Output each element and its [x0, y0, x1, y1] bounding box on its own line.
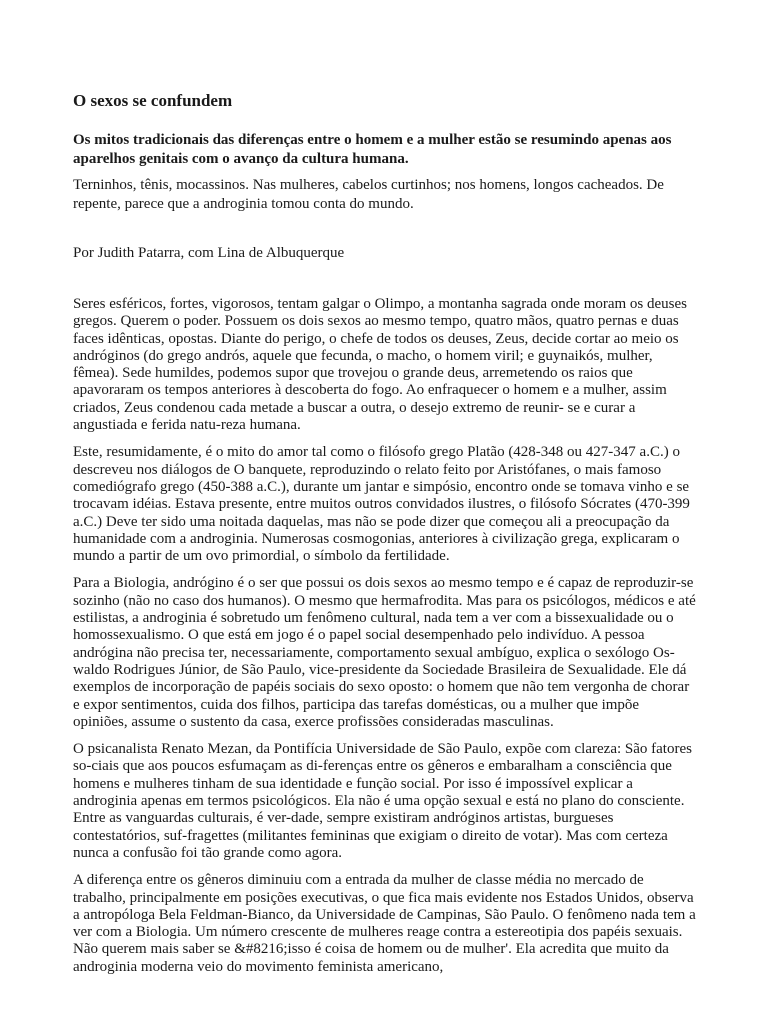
body-paragraph: Este, resumidamente, é o mito do amor tal como o filósofo grego Platão (428-348 ou 427-347 a.C.) o descreveu nos diálogos de O banquete, reproduzindo o relato feito por Aristófanes, o mais famoso comediógrafo grego (450-388 a.C.), durante um jantar e simpósio, encontro onde se tomava vinho e se trocavam idéias. Estava presente, entre muitos outros convidados ilustres, o filósofo Sócrates (470-399 a.C.) Deve ter sido uma noitada daquelas, mas não se pode dizer que começou ali a preocupação da humanidade com a androginia. Numerosas cosmogonias, anteriores à civilização grega, explicaram o mundo a partir de um ovo primordial, o símbolo da fertilidade. — [73, 444, 690, 565]
body-paragraph: A diferença entre os gêneros diminuiu com a entrada da mulher de classe média no mercado de trabalho, principalmente em posições executivas, o que fica mais evidente nos Estados Unidos, observa a antropóloga Bela Feldman-Bianco, da Universidade de Campinas, São Paulo. O fenômeno nada tem a ver com a Biologia. Um número crescente de mulheres reage contra a estereotipia dos papéis sexuais. Não querem mais saber se &#8216;isso é coisa de homem ou de mulher'. Ela acredita que muito da androginia moderna veio do movimento feminista americano, — [73, 872, 696, 975]
article-byline: Por Judith Patarra, com Lina de Albuquerque — [73, 245, 345, 261]
article-lead: Os mitos tradicionais das diferenças entre o homem e a mulher estão se resumindo apenas aos aparelhos genitais com o avanço da cultura humana. — [73, 132, 672, 167]
article-intro: Terninhos, tênis, mocassinos. Nas mulheres, cabelos curtinhos; nos homens, longos cacheados. De repente, parece que a androginia tomou conta do mundo. — [73, 177, 664, 212]
body-paragraph: Para a Biologia, andrógino é o ser que possui os dois sexos ao mesmo tempo e é capaz de reproduzir-se sozinho (não no caso dos humanos). O mesmo que hermafrodita. Mas para os psicólogos, médicos e até estilistas, a androginia é sobretudo um fenômeno cultural, nada tem a ver com a bissexualidade ou o homossexualismo. O que está em jogo é o papel social desempenhado pelo indivíduo. A pessoa andrógina não precisa ter, necessariamente, comportamento sexual ambíguo, explica o sexólogo Os-waldo Rodrigues Júnior, de São Paulo, vice-presidente da Sociedade Brasileira de Sexualidade. Ele dá exemplos de incorporação de papéis sociais do sexo oposto: o homem que não tem vergonha de chorar e expor sentimentos, cuida dos filhos, participa das tarefas domésticas, ou a mulher que impõe opiniões, assume o sustento da casa, exerce profissões consideradas masculinas. — [73, 575, 696, 730]
article-title: O sexos se confundem — [73, 91, 233, 110]
body-paragraph: O psicanalista Renato Mezan, da Pontifícia Universidade de São Paulo, expõe com clareza: São fatores so-ciais que aos poucos esfumaçam as di-ferenças entre os gêneros e embaralham a consciência que homens e mulheres tinham de sua identidade e função social. Por isso é impossível explicar a androginia apenas em termos psicológicos. Ela não é uma opção sexual e está no plano do consciente. Entre as vanguardas culturais, é ver-dade, sempre existiram andróginos artistas, burgueses contestatórios, suf-fragettes (militantes femininas que exigiam o direito de votar). Mas com certeza nunca a confusão foi tão grande como agora. — [73, 741, 692, 861]
article-body — [73, 296, 697, 986]
body-paragraph: Seres esféricos, fortes, vigorosos, tentam galgar o Olimpo, a montanha sagrada onde moram os deuses gregos. Querem o poder. Possuem os dois sexos ao mesmo tempo, quatro mãos, quatro pernas e duas faces idênticas, opostas. Diante do perigo, o chefe de todos os deuses, Zeus, decide cortar ao meio os andróginos (do grego andrós, aquele que fecunda, o macho, o homem viril; e guynaikós, mulher, fêmea). Sede humildes, podemos supor que trovejou o grande deus, arremetendo os raios que apavoraram os tempos anteriores à descoberta do fogo. Ao enfraquecer o homem e a mulher, assim criados, Zeus condenou cada metade a buscar a outra, o desejo extremo de reunir- se e curar a angustiada e ferida natu-reza humana. — [73, 296, 688, 434]
